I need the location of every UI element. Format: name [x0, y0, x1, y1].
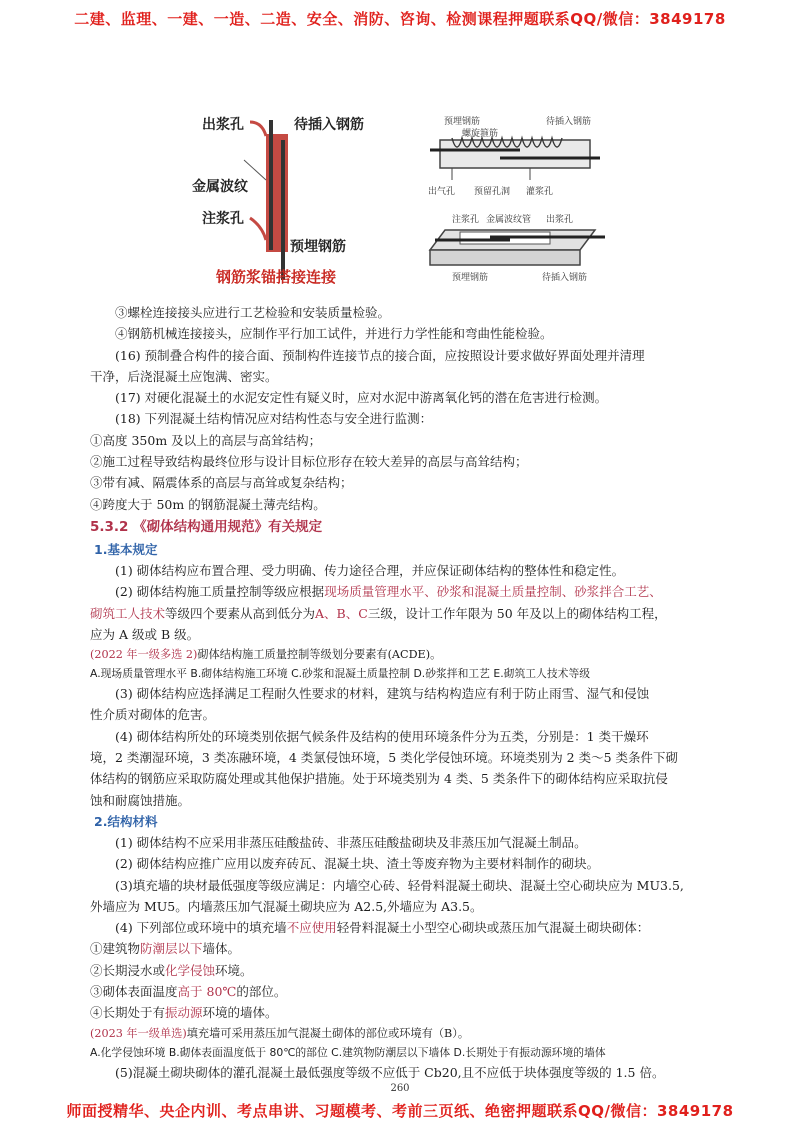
text-run: ①建筑物	[90, 941, 141, 957]
text-run: ②长期浸水或	[90, 962, 166, 978]
text-run: 三级，设计工作年限为 50 年及以上的砌体结构工程，	[367, 605, 667, 621]
page-number: 260	[390, 1083, 410, 1094]
exam-question	[90, 1024, 730, 1043]
text-run: 环境的墙体。	[202, 1005, 278, 1021]
text-line: 境，2 类潮湿环境，3 类冻融环境，4 类氯侵蚀环境，5 类化学侵蚀环境。环境类别为 2 类～5 类条件下砌	[90, 750, 679, 766]
highlight-run: A、B、C	[315, 605, 368, 621]
text-line: ③带有减、隔震体系的高层与高耸或复杂结构；	[90, 475, 353, 491]
text-line: ①高度 350m 及以上的高层与高耸结构；	[90, 432, 322, 448]
text-line: (18) 下列混凝土结构情况应对结构性态与安全进行监测：	[115, 411, 433, 427]
text-run: (4) 下列部位或环境中的填充墙	[115, 920, 287, 936]
text-line	[90, 917, 730, 938]
text-line: 外墙应为 MU5。内墙蒸压加气混凝土砌块应为 A2.5,外墙应为 A3.5。	[90, 898, 483, 914]
bottom-banner: 师面授精华、央企内训、考点串讲、习题模考、考前三页纸、绝密押题联系QQ/微信：3849178	[66, 1102, 734, 1120]
text-line: 干净，后浇混凝土应饱满、密实。	[90, 368, 278, 384]
text-run: (2) 砌体结构施工质量控制等级应根据	[115, 584, 325, 600]
label-embedded-rebar: 预埋钢筋	[290, 239, 346, 255]
text-line	[90, 603, 730, 624]
label-grout-outlet: 出浆孔	[202, 117, 244, 133]
exam-question-text: 填充墙可采用蒸压加气混凝土砌体的部位或环境有（B）。	[186, 1026, 470, 1040]
rt-label-spiral: 螺旋箍筋	[462, 129, 499, 139]
top-banner: 二建、监理、一建、一造、二造、安全、消防、咨询、检测课程押题联系QQ/微信：3849178	[74, 10, 726, 28]
highlight-run: 化学侵蚀	[165, 962, 216, 978]
text-line: (17) 对硬化混凝土的水泥安定性有疑义时，应对水泥中游离氧化钙的潜在危害进行检测。	[115, 390, 608, 406]
embedded-rebar-shape	[281, 140, 285, 280]
highlight-run: 振动源	[165, 1005, 203, 1021]
text-line: 应为 A 级或 B 级。	[90, 626, 200, 642]
text-line	[90, 581, 730, 602]
exam-tag: (2022 年一级多选 2)	[90, 648, 198, 662]
text-line: 体结构的钢筋应采取防腐处理或其他保护措施。处于环境类别为 4 类、5 类条件下的砌体结构应采取抗侵	[90, 771, 668, 787]
rb-label-outlet: 出浆孔	[546, 215, 574, 225]
label-rebar-to-insert: 待插入钢筋	[294, 117, 364, 133]
highlight-run: 不应使用	[286, 920, 337, 936]
text-run: 等级四个要素从高到低分为	[165, 605, 316, 621]
rt-label-grout-hole: 灌浆孔	[526, 187, 554, 197]
highlight-run: 防潮层以下	[140, 941, 203, 957]
text-line: (2) 砌体结构应推广应用以废弃砖瓦、混凝土块、渣土等废弃物为主要材料制作的砌块。	[115, 856, 600, 872]
highlight-run: 高于 80℃	[177, 984, 237, 1000]
text-line: (5)混凝土砌块砌体的灌孔混凝土最低强度等级不应低于 Cb20,且不应低于块体强度等级的 1.5 倍。	[115, 1064, 665, 1080]
exam-options: A.化学侵蚀环境 B.砌体表面温度低于 80℃的部位 C.建筑物防潮层以下墙体 D.长期处于有振动源环境的墙体	[90, 1045, 606, 1059]
rb-label-embedded: 预埋钢筋	[452, 273, 489, 283]
rt-label-reserved-hole: 预留孔洞	[474, 187, 511, 197]
label-metal-corrugated: 金属波纹	[192, 179, 248, 195]
text-line: (4) 砌体结构所处的环境类别依据气候条件及结构的使用环境条件分为五类，分别是：1 类干燥环	[115, 728, 649, 744]
highlight-run: 现场质量管理水平、砂浆和混凝土质量控制、砂浆拌合工艺、	[324, 584, 662, 600]
text-line: ③螺栓连接接头应进行工艺检验和安装质量检验。	[115, 305, 391, 320]
rt-label-air-hole: 出气孔	[428, 187, 456, 197]
text-line: (1) 砌体结构不应采用非蒸压硅酸盐砖、非蒸压硅酸盐砌块及非蒸压加气混凝土制品。	[115, 834, 587, 850]
figure-caption: 钢筋浆锚搭接连接	[216, 268, 337, 286]
inserted-rebar-shape	[269, 120, 273, 250]
text-line: (1) 砌体结构应布置合理、受力明确、传力途径合理，并应保证砌体结构的整体性和稳定性。	[115, 562, 625, 578]
exam-question	[90, 645, 730, 664]
text-run: 环境。	[215, 962, 253, 978]
label-grout-inlet: 注浆孔	[202, 211, 244, 227]
text-line: (3) 砌体结构应选择满足工程耐久性要求的材料，建筑与结构构造应有利于防止雨雪、湿气和侵蚀	[115, 686, 650, 702]
rebar-connection-figure	[190, 100, 610, 300]
text-line: (16) 预制叠合构件的接合面、预制构件连接节点的接合面，应按照设计要求做好界面处理并清理	[115, 347, 645, 363]
section-heading: 5.3.2 《砌体结构通用规范》有关规定	[90, 518, 323, 535]
metal-duct-diagram	[430, 230, 605, 265]
spiral-stirrup-diagram	[430, 138, 600, 180]
rt-label-embedded: 预埋钢筋	[444, 117, 481, 127]
text-line: (3)填充墙的块材最低强度等级应满足：内墙空心砖、轻骨料混凝土砌块、混凝土空心砌块应为 MU3.5,	[115, 877, 684, 893]
text-line	[90, 1002, 730, 1023]
text-line: 蚀和耐腐蚀措施。	[90, 792, 191, 808]
exam-question-text: 砌体结构施工质量控制等级划分要素有(ACDE)。	[197, 648, 442, 662]
text-line: ②施工过程导致结构最终位形与设计目标位形存在较大差异的高层与高耸结构；	[90, 454, 528, 470]
page-body	[90, 302, 730, 1083]
text-line	[90, 938, 730, 959]
highlight-run: 砌筑工人技术	[90, 605, 166, 621]
text-run: 轻骨料混凝土小型空心砌块或蒸压加气混凝土砌块砌体：	[336, 920, 650, 936]
text-run: 的部位。	[236, 984, 287, 1000]
exam-options: A.现场质量管理水平 B.砌体结构施工环境 C.砂浆和混凝土质量控制 D.砂浆拌和工艺 E.砌筑工人技术等级	[90, 667, 591, 681]
rt-label-rebar-insert: 待插入钢筋	[546, 117, 592, 127]
text-line: ④跨度大于 50m 的钢筋混凝土薄壳结构。	[90, 496, 326, 512]
text-run: ③砌体表面温度	[90, 984, 178, 1000]
subsection-heading-materials: 2.结构材料	[94, 813, 158, 829]
text-run: 墙体。	[202, 941, 241, 957]
rb-label-inlet: 注浆孔	[452, 215, 480, 225]
text-run: ④长期处于有	[90, 1005, 166, 1021]
rb-label-rebar-insert: 待插入钢筋	[542, 273, 588, 283]
subsection-heading-basic: 1.基本规定	[94, 541, 158, 557]
text-line	[90, 960, 730, 981]
exam-tag: (2023 年一级单选)	[90, 1026, 187, 1040]
text-line: 性介质对砌体的危害。	[90, 707, 216, 723]
text-line	[90, 981, 730, 1002]
rb-label-duct: 金属波纹管	[486, 215, 532, 225]
text-line: ④钢筋机械连接接头，应制作平行加工试件，并进行力学性能和弯曲性能检验。	[115, 326, 553, 342]
